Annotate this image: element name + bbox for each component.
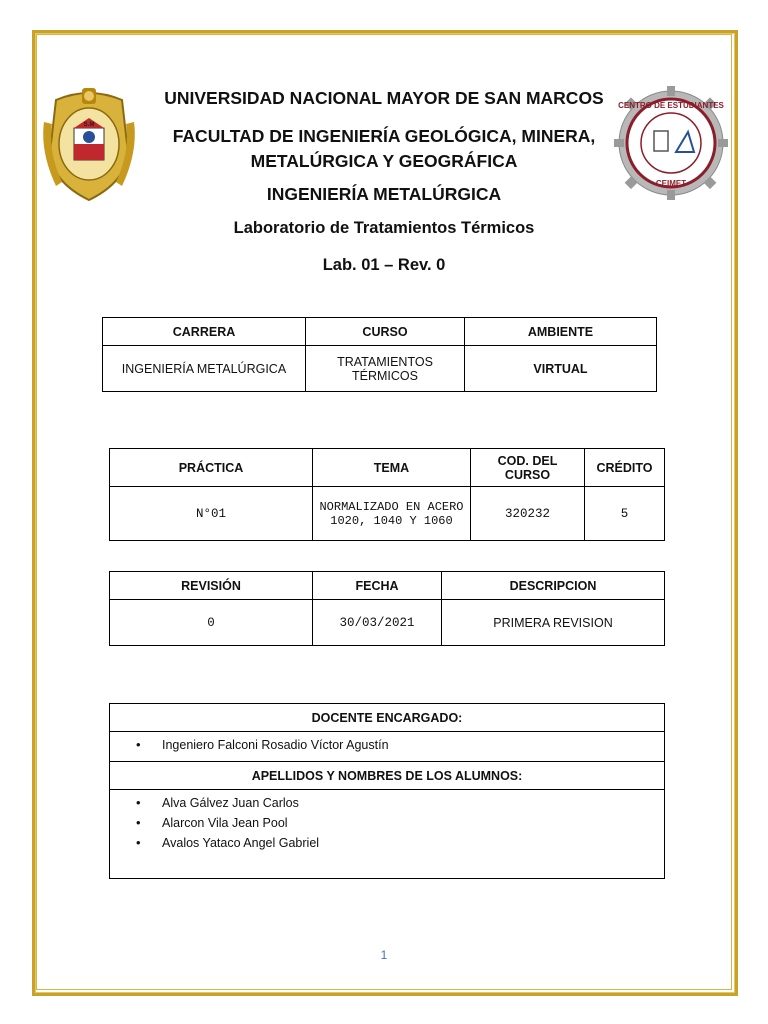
cell-cod-curso: 320232: [471, 487, 585, 541]
university-title: UNIVERSIDAD NACIONAL MAYOR DE SAN MARCOS: [164, 88, 604, 108]
docente-cell: [110, 732, 665, 762]
header-ambiente: AMBIENTE: [465, 318, 657, 346]
cell-curso: TRATAMIENTOS TÉRMICOS: [306, 346, 465, 392]
cell-tema: NORMALIZADO EN ACERO 1020, 1040 Y 1060: [313, 487, 471, 541]
cell-credito: 5: [585, 487, 665, 541]
faculty-line-1: FACULTAD DE INGENIERÍA GEOLÓGICA, MINERA,: [172, 126, 596, 146]
docente-header: DOCENTE ENCARGADO:: [110, 704, 665, 732]
cell-revision: 0: [110, 600, 313, 646]
svg-text:S.M: S.M: [83, 122, 95, 128]
alumnos-cell: [110, 790, 665, 879]
school-title: INGENIERÍA METALÚRGICA: [266, 184, 502, 204]
page-number: 1: [380, 948, 388, 962]
svg-text:CENTRO DE ESTUDIANTES: CENTRO DE ESTUDIANTES: [618, 101, 724, 110]
alumnos-header: APELLIDOS Y NOMBRES DE LOS ALUMNOS:: [110, 762, 665, 790]
header-tema: TEMA: [313, 449, 471, 487]
header-cod-curso: COD. DEL CURSO: [471, 449, 585, 487]
header-fecha: FECHA: [313, 572, 442, 600]
university-crest-logo: [36, 82, 142, 206]
cell-practica: N°01: [110, 487, 313, 541]
cell-carrera: INGENIERÍA METALÚRGICA: [103, 346, 306, 392]
people-table: [109, 703, 665, 879]
faculty-line-2: METALÚRGICA Y GEOGRÁFICA: [250, 151, 518, 171]
svg-text:CEIMET: CEIMET: [655, 179, 687, 188]
cell-ambiente: VIRTUAL: [465, 346, 657, 392]
lab-revision-title: Lab. 01 – Rev. 0: [322, 256, 446, 274]
alumno-item: • Alarcon Vila Jean Pool: [134, 813, 664, 833]
cell-fecha: 30/03/2021: [313, 600, 442, 646]
faculty-title: [140, 124, 628, 174]
alumno-item: • Alva Gálvez Juan Carlos: [134, 793, 664, 813]
revision-table: [109, 571, 665, 646]
header-practica: PRÁCTICA: [110, 449, 313, 487]
student-center-seal-logo: [614, 86, 728, 200]
practice-info-table: [109, 448, 665, 541]
header-descripcion: DESCRIPCION: [442, 572, 665, 600]
header-curso: CURSO: [306, 318, 465, 346]
alumno-item: • Avalos Yataco Angel Gabriel: [134, 833, 664, 853]
cell-descripcion: PRIMERA REVISION: [442, 600, 665, 646]
lab-title: Laboratorio de Tratamientos Térmicos: [233, 219, 535, 237]
header-carrera: CARRERA: [103, 318, 306, 346]
header-revision: REVISIÓN: [110, 572, 313, 600]
docente-name: • Ingeniero Falconi Rosadio Víctor Agustín: [134, 735, 664, 755]
course-info-table: [102, 317, 657, 392]
header-credito: CRÉDITO: [585, 449, 665, 487]
